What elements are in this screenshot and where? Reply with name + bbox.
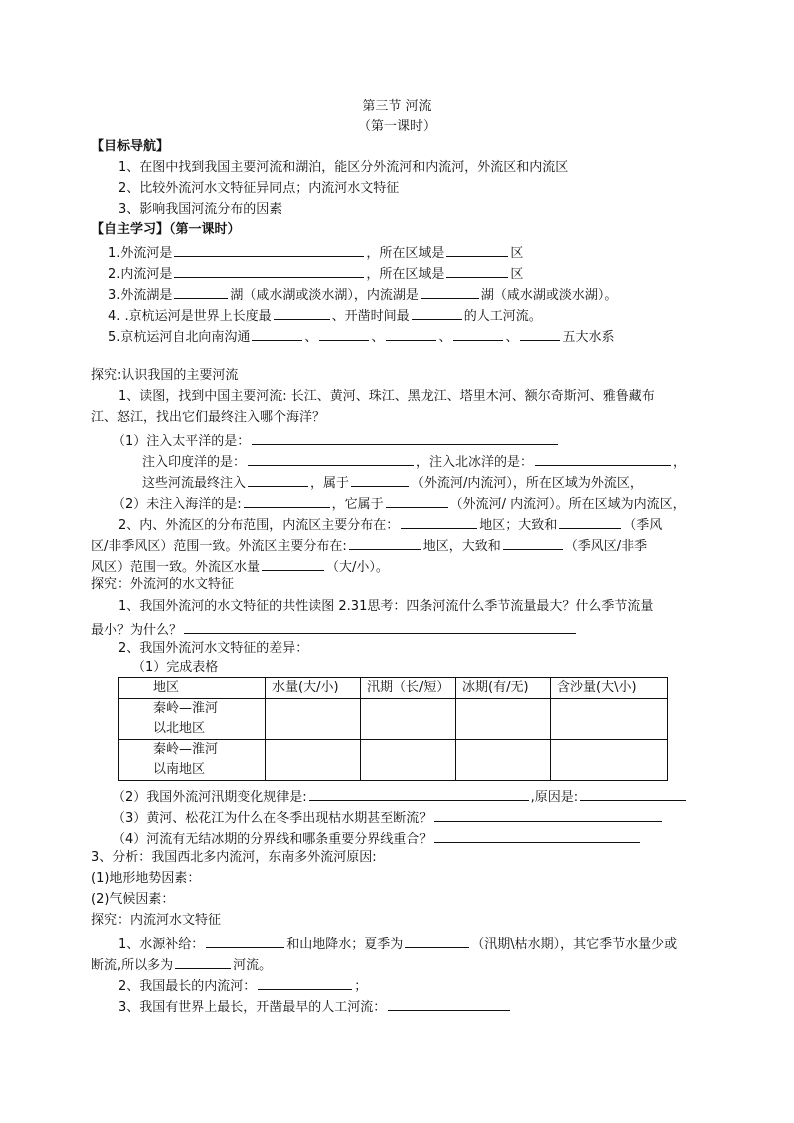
table-answer-cell[interactable] [266,740,361,781]
goals-header: 【目标导航】 [91,139,170,154]
blank-field[interactable] [258,975,352,990]
explore1-q1c: 这些河流最终注入 ，属于 （外流河/内流河），所在区域为外流区， [142,472,643,493]
explore1-q1b: 注入印度洋的是： ，注入北冰洋的是： ， [142,451,686,472]
blank-field[interactable] [520,326,560,341]
explore3-p3: 3、我国有世界上最长，开凿最早的人工河流： [118,996,512,1017]
blank-field[interactable] [174,284,228,299]
blank-field[interactable] [252,430,558,445]
blank-field[interactable] [206,933,284,948]
explore1-q2: （2）未注入海洋的是: ，它属于 （外流河/ 内流河）。所在区域为内流区， [112,493,686,514]
table-answer-cell[interactable] [456,740,551,781]
table-row-label: 秦岭—淮河 以北地区 [119,699,266,740]
explore2-q3: （3）黄河、松花江为什么在冬季出现枯水期甚至断流？ [112,807,664,828]
blank-field[interactable] [349,535,421,550]
blank-field[interactable] [244,493,330,508]
table-answer-cell[interactable] [361,699,456,740]
explore1-p2-line2: 区/非季风区）范围一致。外流区主要分布在: 地区，大致和 （季风区/非季 [91,535,647,556]
explore1-p2-line3: 风区）范围一致。外流区水量 （大/小）。 [91,556,389,577]
blank-field[interactable] [412,305,462,320]
self-study-q2: 2.内流河是 ，所在区域是 区 [108,263,523,284]
blank-field[interactable] [174,242,364,257]
blank-field[interactable] [446,242,508,257]
blank-field[interactable] [434,807,662,822]
table-header-cell: 含沙量(大\小) [551,678,668,699]
explore2-q4: （4）河流有无结冰期的分界线和哪条重要分界线重合？ [112,828,642,849]
table-row [119,699,668,740]
explore2-p1a: 1、我国外流河的水文特征的共性读图 2.31思考：四条河流什么季节流量最大？什么季节流量 [118,599,654,614]
analysis-header: 3、分析：我国西北多内流河，东南多外流河原因: [91,850,377,865]
blank-field[interactable] [174,263,364,278]
table-row [119,740,668,781]
blank-field[interactable] [446,263,508,278]
table-answer-cell[interactable] [361,740,456,781]
blank-field[interactable] [262,556,324,571]
blank-field[interactable] [351,472,409,487]
analysis-factor-climate: (2)气候因素： [91,892,175,907]
blank-field[interactable] [503,535,563,550]
table-header-cell: 冰期(有/无) [456,678,551,699]
blank-field[interactable] [401,514,477,529]
self-study-q4: 4. .京杭运河是世界上长度最 、开凿时间最 的人工河流。 [108,305,542,326]
blank-field[interactable] [386,326,436,341]
blank-field[interactable] [580,786,686,801]
table-answer-cell[interactable] [551,740,668,781]
blank-field[interactable] [388,996,510,1011]
self-study-q1: 1.外流河是 ，所在区域是 区 [108,242,523,263]
blank-field[interactable] [248,451,414,466]
explore1-p1a: 1、读图，找到中国主要河流: 长江、黄河、珠江、黑龙江、塔里木河、额尔奇斯河、雅鲁藏布 [118,389,655,404]
explore1-header: 探究:认识我国的主要河流 [91,368,239,383]
blank-field[interactable] [559,514,621,529]
blank-field[interactable] [309,786,529,801]
goal-item: 2、比较外流河水文特征异同点；内流河水文特征 [118,181,400,196]
blank-field[interactable] [175,954,231,969]
table-answer-cell[interactable] [456,699,551,740]
blank-field[interactable] [434,828,640,843]
self-study-q5: 5.京杭运河自北向南沟通 、 、 、 、 五大水系 [108,326,614,347]
blank-field[interactable] [319,326,369,341]
explore1-p1b: 江、怒江，找出它们最终注入哪个海洋？ [91,410,326,425]
blank-field[interactable] [405,933,469,948]
goal-item: 1、在图中找到我国主要河流和湖泊，能区分外流河和内流河，外流区和内流区 [118,160,569,175]
explore1-p2: 2、内、外流区的分布范围，内流区主要分布在： 地区；大致和 （季风 [118,514,662,535]
hydrology-table [118,677,668,781]
blank-field[interactable] [248,472,308,487]
explore3-p2: 2、我国最长的内流河： ； [118,975,367,996]
table-header-cell: 水量(大/小) [266,678,361,699]
analysis-factor-terrain: (1)地形地势因素： [91,871,201,886]
explore1-q1: （1）注入太平洋的是： [112,430,560,451]
blank-field[interactable] [252,326,302,341]
page-title: 第三节 河流 [362,99,432,114]
explore3-p1-line2: 断流,所以多为 河流。 [91,954,272,975]
explore3-p1: 1、水源补给： 和山地降水；夏季为 （汛期\枯水期），其它季节水量少或 [118,933,677,954]
blank-field[interactable] [535,451,671,466]
page-subtitle: （第一课时） [357,119,436,134]
table-header-row [119,678,668,699]
table-header-cell: 汛期（长/短） [361,678,456,699]
blank-field[interactable] [453,326,503,341]
table-row-label: 秦岭—淮河 以南地区 [119,740,266,781]
explore2-header: 探究：外流河的水文特征 [91,577,235,592]
goal-item: 3、影响我国河流分布的因素 [118,202,283,217]
table-answer-cell[interactable] [551,699,668,740]
blank-field[interactable] [274,305,330,320]
explore3-header: 探究：内流河水文特征 [91,913,222,928]
blank-field[interactable] [184,619,576,634]
self-study-q3: 3.外流湖是 湖（咸水湖或淡水湖），内流湖是 湖（咸水湖或淡水湖）。 [108,284,617,305]
explore2-p2-1: （1）完成表格 [132,660,219,675]
self-study-header: 【自主学习】（第一课时） [91,222,241,237]
table-answer-cell[interactable] [266,699,361,740]
explore2-p1b: 最小？为什么？ [91,619,578,640]
table-header-cell: 地区 [119,678,266,699]
explore2-p2: 2、我国外流河水文特征的差异： [118,641,309,656]
blank-field[interactable] [386,493,448,508]
blank-field[interactable] [421,284,479,299]
explore2-q2: （2）我国外流河汛期变化规律是: ,原因是: [112,786,688,807]
